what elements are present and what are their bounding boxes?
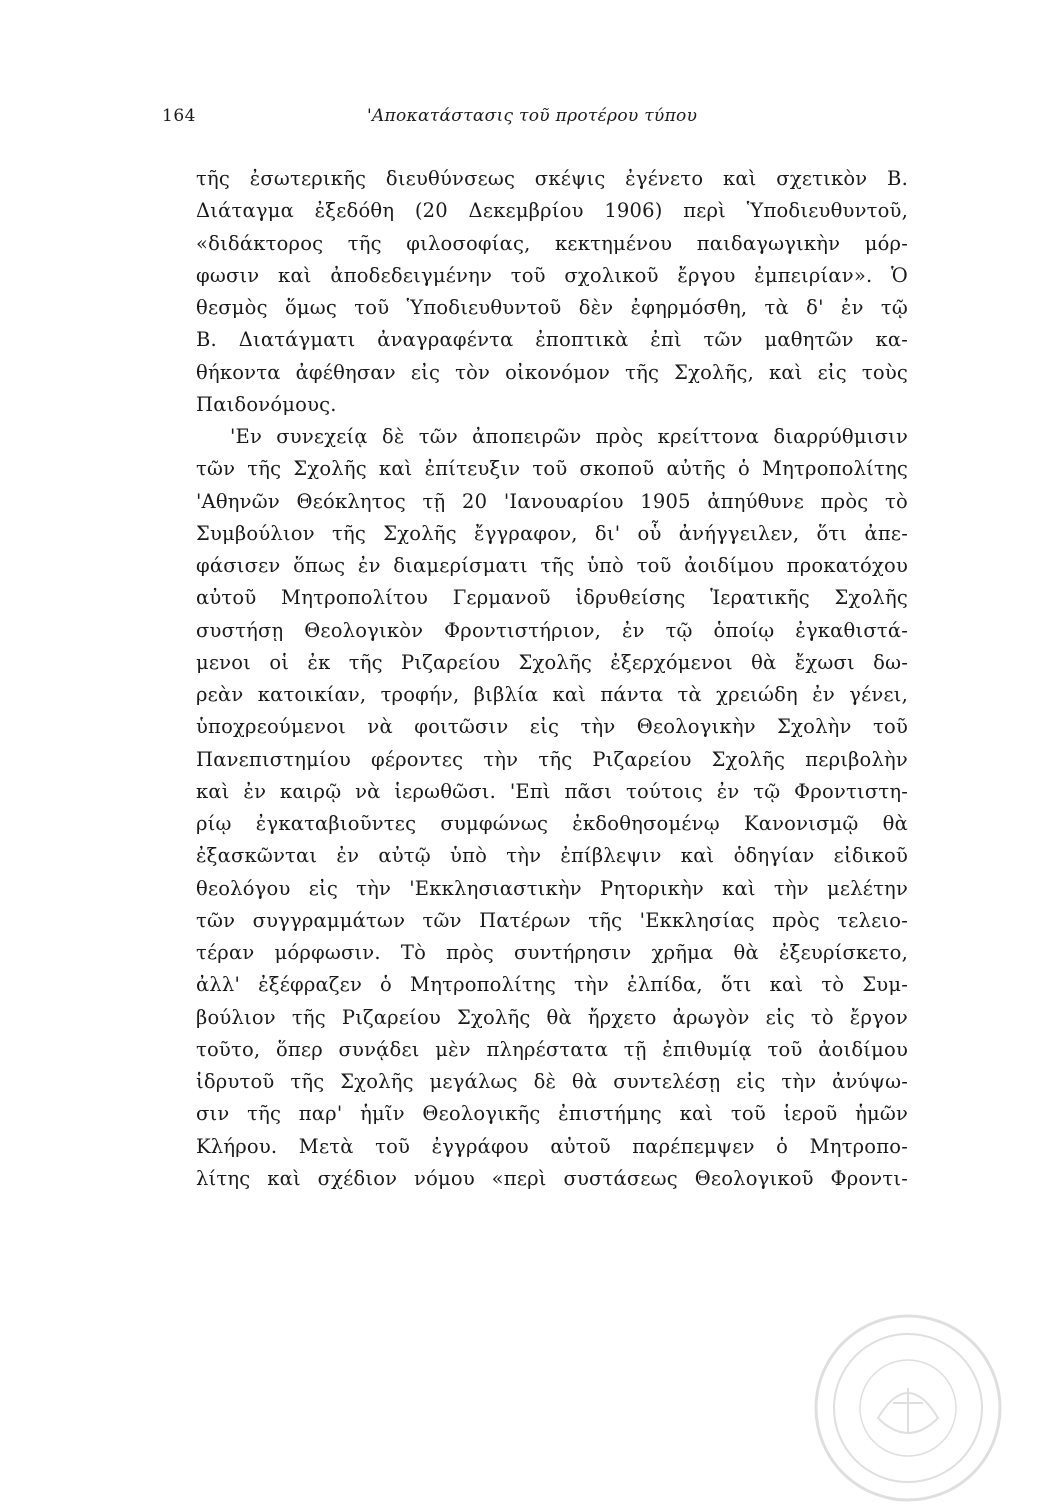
text-line: ρίῳ ἐγκαταβιοῦντες συμφώνως ἐκδοθησομένῳ Κανονισμῷ θὰ <box>196 812 908 835</box>
text-line: θήκοντα ἀφέθησαν εἰς τὸν οἰκονόμον τῆς Σχολῆς, καὶ εἰς τοὺς <box>196 360 908 384</box>
text-line: ἱδρυτοῦ τῆς Σχολῆς μεγάλως δὲ θὰ συντελέσῃ εἰς τὴν ἀνύψω- <box>196 1070 908 1093</box>
text-line: φωσιν καὶ ἀποδεδειγμένην τοῦ σχολικοῦ ἔργου ἐμπειρίαν». Ὁ <box>196 263 908 287</box>
text-line: ἀλλ' ἐξέφραζεν ὁ Μητροπολίτης τὴν ἐλπίδα, ὅτι καὶ τὸ Συμ- <box>196 973 908 997</box>
text-line: 'Αθηνῶν Θεόκλητος τῇ 20 'Ιανουαρίου 1905 ἀπηύθυνε πρὸς τὸ <box>196 489 908 513</box>
text-line: βούλιον τῆς Ριζαρείου Σχολῆς θὰ ἤρχετο ἀρωγὸν εἰς τὸ ἔργον <box>196 1005 908 1029</box>
text-line: τῶν συγγραμμάτων τῶν Πατέρων τῆς 'Εκκλησίας πρὸς τελειο- <box>196 908 908 932</box>
text-line: μενοι οἱ ἐκ τῆς Ριζαρείου Σχολῆς ἐξερχόμενοι θὰ ἔχωσι δω- <box>196 650 908 674</box>
text-line: «διδάκτορος τῆς φιλοσοφίας, κεκτημένου παιδαγωγικὴν μόρ- <box>196 231 908 255</box>
text-line: τοῦτο, ὅπερ συνᾴδει μὲν πληρέστατα τῇ ἐπιθυμίᾳ τοῦ ἀοιδίμου <box>196 1037 908 1061</box>
text-line: φάσισεν ὅπως ἐν διαμερίσματι τῆς ὑπὸ τοῦ ἀοιδίμου προκατόχου <box>196 554 908 577</box>
page-header <box>162 106 902 136</box>
body-text <box>196 163 908 1195</box>
text-line: Πανεπιστημίου φέροντες τὴν τῆς Ριζαρείου Σχολῆς περιβολὴν <box>196 747 908 771</box>
page-number: 164 <box>162 106 196 126</box>
text-line: τῆς ἐσωτερικῆς διευθύνσεως σκέψις ἐγένετο καὶ σχετικὸν Β. <box>196 167 908 190</box>
text-line: τῶν τῆς Σχολῆς καὶ ἐπίτευξιν τοῦ σκοποῦ αὐτῆς ὁ Μητροπολίτης <box>196 457 908 481</box>
text-line: Β. Διατάγματι ἀναγραφέντα ἐποπτικὰ ἐπὶ τῶν μαθητῶν κα- <box>196 328 908 352</box>
paragraph-2 <box>196 421 908 1195</box>
text-line: θεολόγου εἰς τὴν 'Εκκλησιαστικὴν Ρητορικὴν καὶ τὴν μελέτην <box>196 876 908 900</box>
paragraph-1 <box>196 163 908 421</box>
text-line: λίτης καὶ σχέδιον νόμου «περὶ συστάσεως Θεολογικοῦ Φροντι- <box>196 1166 908 1190</box>
text-line: τέραν μόρφωσιν. Τὸ πρὸς συντήρησιν χρῆμα θὰ ἐξευρίσκετο, <box>196 941 908 964</box>
text-line: 'Εν συνεχείᾳ δὲ τῶν ἀποπειρῶν πρὸς κρείττονα διαρρύθμισιν <box>230 425 908 448</box>
running-title: 'Αποκατάστασις τοῦ προτέρου τύπου <box>367 106 698 126</box>
text-line: αὐτοῦ Μητροπολίτου Γερμανοῦ ἱδρυθείσης Ἱερατικῆς Σχολῆς <box>196 586 908 610</box>
text-line: ρεὰν κατοικίαν, τροφήν, βιβλία καὶ πάντα τὰ χρειώδη ἐν γένει, <box>196 683 908 706</box>
text-line: Παιδονόμους. <box>196 392 337 416</box>
text-line: Συμβούλιον τῆς Σχολῆς ἔγγραφον, δι' οὗ ἀνήγγειλεν, ὅτι ἀπε- <box>196 521 908 545</box>
text-line: συστήσῃ Θεολογικὸν Φροντιστήριον, ἐν τῷ ὁποίῳ ἐγκαθιστά- <box>196 618 908 642</box>
text-line: σιν τῆς παρ' ἡμῖν Θεολογικῆς ἐπιστήμης καὶ τοῦ ἱεροῦ ἡμῶν <box>196 1102 908 1126</box>
text-line: ὑποχρεούμενοι νὰ φοιτῶσιν εἰς τὴν Θεολογικὴν Σχολὴν τοῦ <box>196 715 908 739</box>
text-line: Διάταγμα ἐξεδόθη (20 Δεκεμβρίου 1906) περὶ Ὑποδιευθυντοῦ, <box>196 199 908 223</box>
text-line: καὶ ἐν καιρῷ νὰ ἱερωθῶσι. 'Επὶ πᾶσι τούτοις ἐν τῷ Φροντιστη- <box>196 779 908 803</box>
text-line: θεσμὸς ὅμως τοῦ Ὑποδιευθυντοῦ δὲν ἐφηρμόσθη, τὰ δ' ἐν τῷ <box>196 296 908 319</box>
text-line: ἐξασκῶνται ἐν αὐτῷ ὑπὸ τὴν ἐπίβλεψιν καὶ ὁδηγίαν εἰδικοῦ <box>196 844 908 868</box>
university-seal-icon <box>808 1308 1008 1508</box>
text-line: Κλήρου. Μετὰ τοῦ ἐγγράφου αὐτοῦ παρέπεμψεν ὁ Μητροπο- <box>196 1134 908 1158</box>
